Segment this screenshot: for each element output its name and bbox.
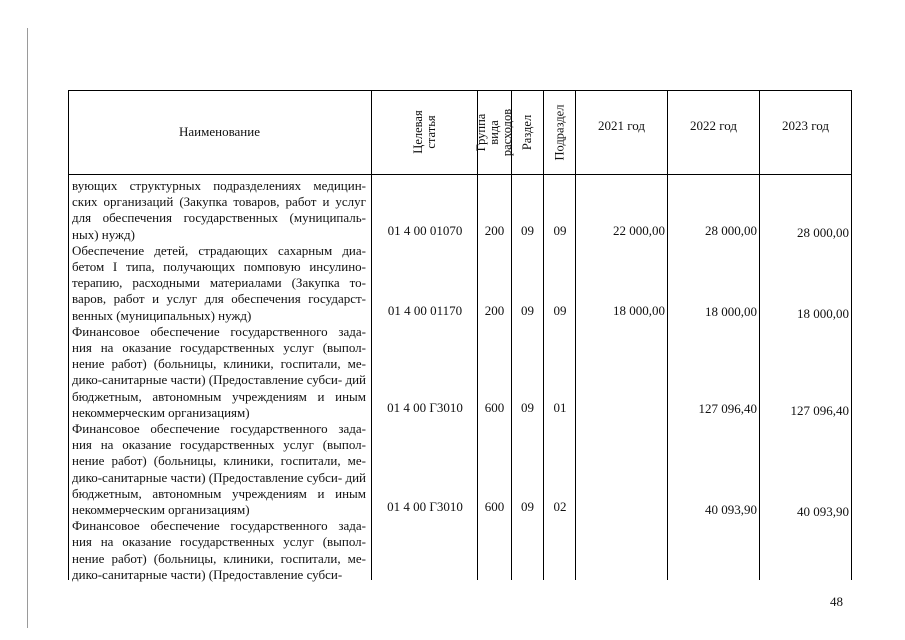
row-2-section: 09: [521, 303, 534, 318]
row-2-year-2023: 18 000,00: [797, 306, 849, 321]
name-column-text: [72, 178, 366, 583]
scan-margin-line: [27, 28, 28, 628]
header-expense-group: [474, 90, 515, 174]
name-paragraph: Финансовое обеспечение государственного зада- ния на оказание государственных услуг (выпол- нение работ) (больницы, клиники, госпитали, ме- дико-санитарные части) (Предоставление субси-: [72, 518, 366, 582]
row-4-expense-group: 600: [484, 499, 505, 514]
row-2-year-2021: 18 000,00: [613, 303, 665, 318]
row-3-year-2022: 127 096,40: [698, 401, 757, 416]
header-target-article: [372, 90, 477, 174]
row-2-year-2022: 18 000,00: [705, 304, 757, 319]
row-1-year-2023: 28 000,00: [797, 225, 849, 240]
name-paragraph: Обеспечение детей, страдающих сахарным диа- бетом I типа, получающих помповую инсулино- терапию, расходными материалами (Закупка то- варов, работ и услуг для обеспечения государст- венных (муниципальных) нужд): [72, 242, 366, 323]
header-section: [512, 90, 543, 174]
header-subsection: [544, 90, 575, 174]
budget-table: [68, 90, 852, 580]
name-paragraph: Финансовое обеспечение государственного зада- ния на оказание государственных услуг (выпол- нение работ) (больницы, клиники, госпитали, ме- дико-санитарные части) (Предоставление субси- дий бюджетным, автономным учреждениям и иным некоммерческим организациям): [72, 421, 366, 518]
header-bottom-border: [68, 174, 852, 175]
row-4-year-2023: 40 093,90: [797, 504, 849, 519]
row-1-target-article: 01 4 00 01070: [387, 223, 463, 238]
row-1-section: 09: [521, 223, 534, 238]
row-4-year-2022: 40 093,90: [705, 502, 757, 517]
row-3-year-2023: 127 096,40: [790, 403, 849, 418]
header-target-article-label: Целевая статья: [410, 110, 438, 154]
page-number: 48: [830, 594, 843, 609]
row-2-subsection: 09: [553, 303, 567, 318]
row-4-target-article: 01 4 00 Г3010: [387, 499, 463, 514]
row-2-expense-group: 200: [484, 303, 505, 318]
row-1-subsection: 09: [553, 223, 567, 238]
row-1-expense-group: 200: [484, 223, 505, 238]
row-2-target-article: 01 4 00 01170: [387, 303, 463, 318]
header-subsection-label: Подраздел: [552, 104, 566, 160]
col-border: [851, 90, 852, 580]
header-year-2022: 2022 год: [690, 118, 737, 133]
header-year-2023: 2023 год: [782, 118, 829, 133]
row-1-year-2021: 22 000,00: [613, 223, 665, 238]
row-1-year-2022: 28 000,00: [705, 223, 757, 238]
row-3-expense-group: 600: [484, 400, 505, 415]
row-3-target-article: 01 4 00 Г3010: [387, 400, 463, 415]
row-4-section: 09: [521, 499, 534, 514]
header-year-2021: 2021 год: [598, 118, 645, 133]
row-3-section: 09: [521, 400, 534, 415]
name-paragraph: Финансовое обеспечение государственного зада- ния на оказание государственных услуг (выпол- нение работ) (больницы, клиники, госпитали, ме- дико-санитарные части) (Предоставление субси- дий бюджетным, автономным учреждениям и иным некоммерческим организациям): [72, 323, 366, 420]
name-paragraph: вующих структурных подразделениях медицин- ских организаций (Закупка товаров, работ и услуг для обеспечения государственных (муниципаль- ных) нужд): [72, 178, 366, 242]
row-3-subsection: 01: [553, 400, 567, 415]
header-name: Наименование: [179, 124, 260, 139]
row-4-subsection: 02: [553, 499, 567, 514]
header-expense-group-label: Группа вида расходов: [474, 108, 515, 156]
header-section-label: Раздел: [520, 114, 535, 150]
